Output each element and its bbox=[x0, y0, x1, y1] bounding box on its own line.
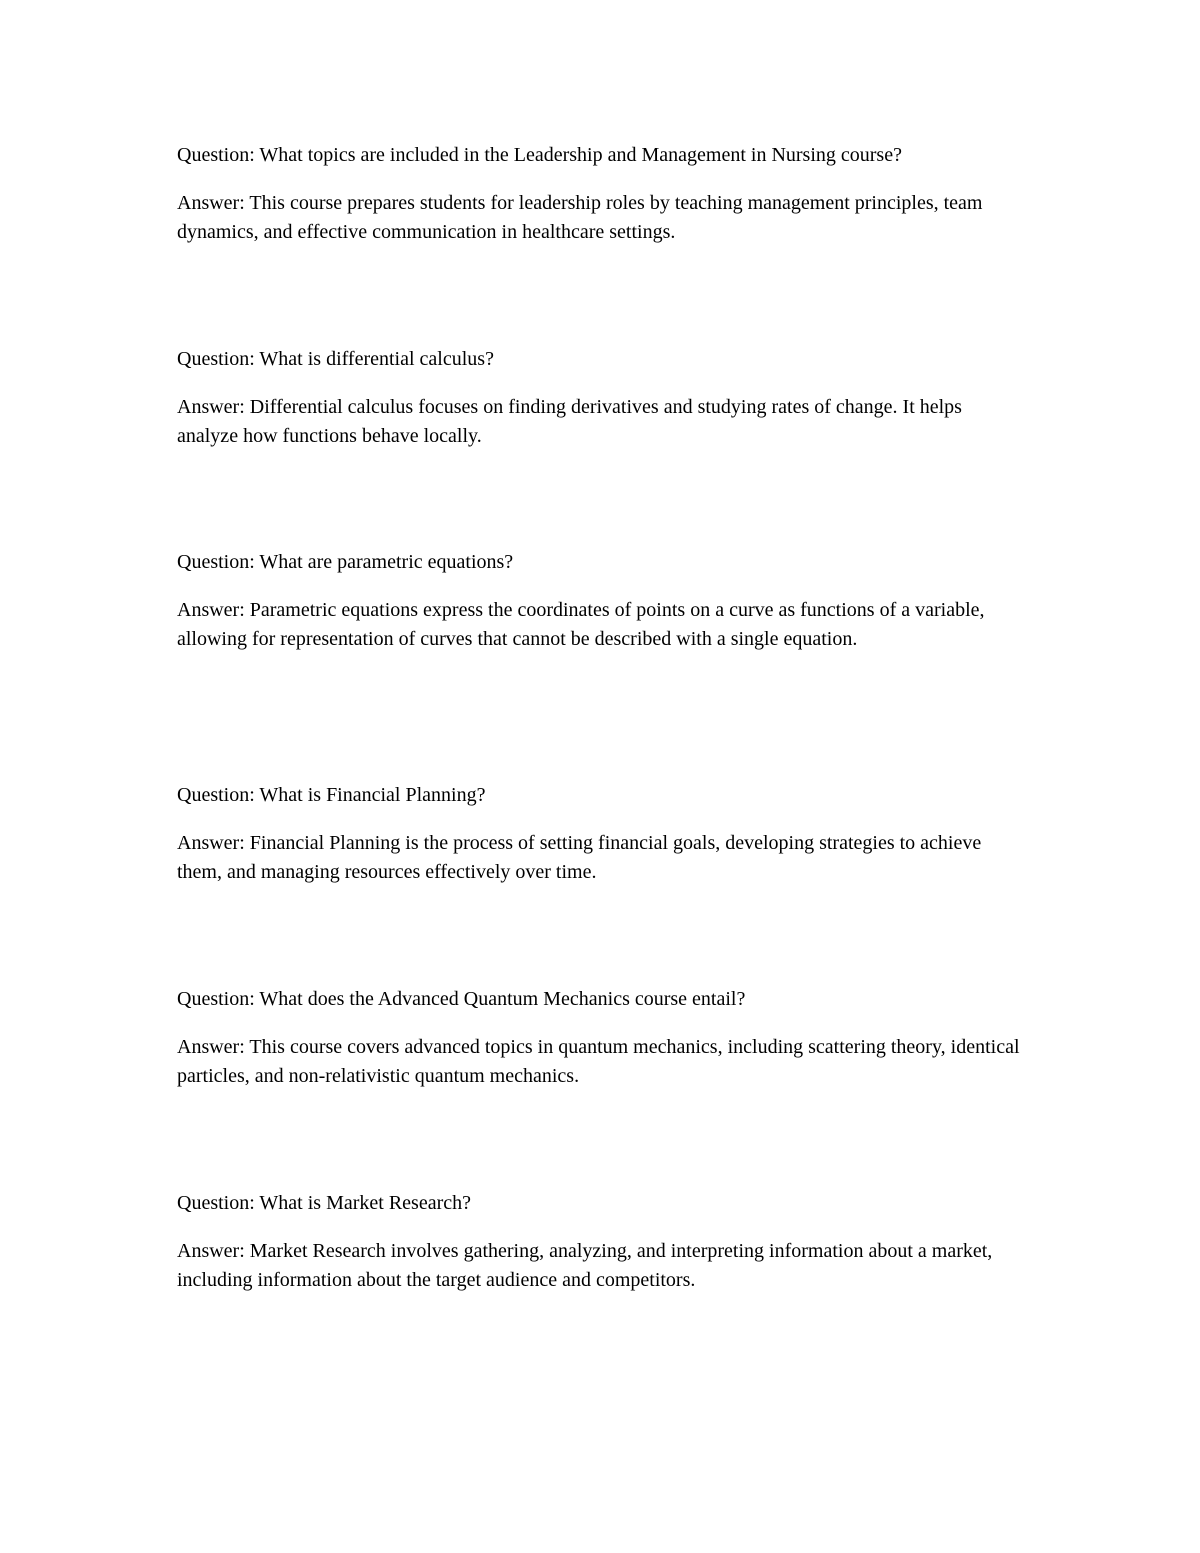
answer-text: Answer: Parametric equations express the coordinates of points on a curve as functions of a variable, allowing for representation of curves that cannot be described with a single equation. bbox=[177, 599, 985, 650]
answer-text: Answer: This course prepares students for leadership roles by teaching management principles, team dynamics, and effective communication in healthcare settings. bbox=[177, 192, 983, 243]
qa-item bbox=[177, 141, 1027, 247]
question-text: Question: What does the Advanced Quantum Mechanics course entail? bbox=[177, 988, 746, 1010]
answer-text: Answer: Market Research involves gathering, analyzing, and interpreting information about a market, including information about the target audience and competitors. bbox=[177, 1240, 993, 1291]
qa-item bbox=[177, 548, 1027, 654]
qa-item bbox=[177, 1189, 1027, 1295]
qa-item bbox=[177, 345, 1027, 451]
answer-text: Answer: Financial Planning is the process of setting financial goals, developing strategies to achieve them, and managing resources effectively over time. bbox=[177, 832, 982, 883]
question-text: Question: What is differential calculus? bbox=[177, 348, 494, 370]
question-text: Question: What is Financial Planning? bbox=[177, 784, 486, 806]
qa-item bbox=[177, 985, 1027, 1091]
answer-text: Answer: This course covers advanced topics in quantum mechanics, including scattering theory, identical particles, and non-relativistic quantum mechanics. bbox=[177, 1036, 1020, 1087]
question-text: Question: What are parametric equations? bbox=[177, 551, 514, 573]
answer-text: Answer: Differential calculus focuses on finding derivatives and studying rates of change. It helps analyze how functions behave locally. bbox=[177, 396, 962, 447]
question-text: Question: What topics are included in the Leadership and Management in Nursing course? bbox=[177, 144, 902, 166]
qa-item bbox=[177, 781, 1027, 887]
question-text: Question: What is Market Research? bbox=[177, 1192, 471, 1214]
